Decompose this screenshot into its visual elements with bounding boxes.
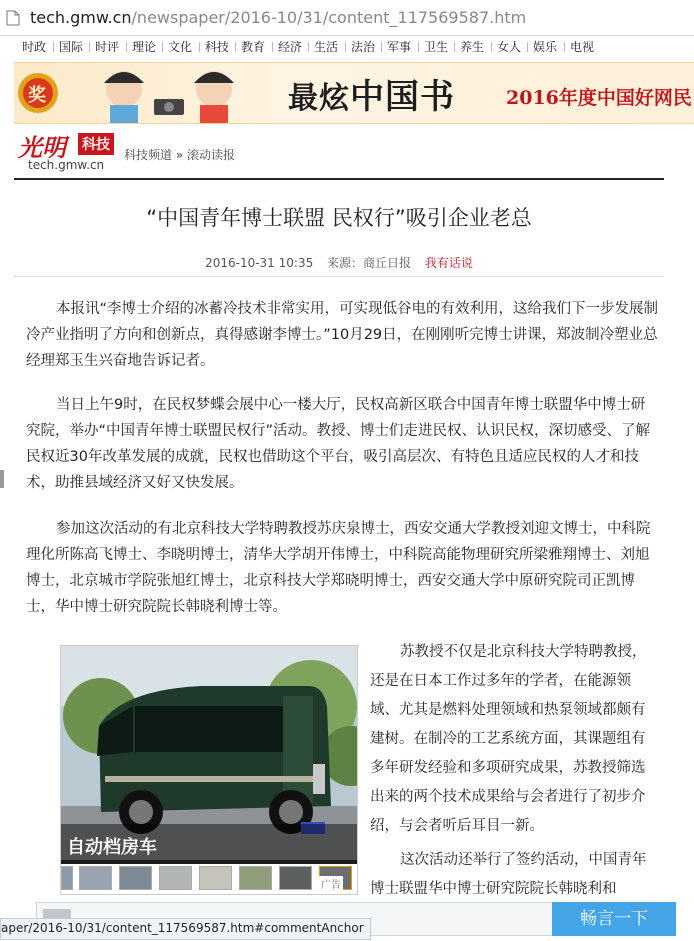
site-logo: 光明 <box>18 133 66 162</box>
promo-banner[interactable] <box>14 62 694 124</box>
banner-badge: 奖 <box>28 85 46 106</box>
nav-item[interactable]: 时政 <box>22 40 47 54</box>
ad-thumbnail-strip[interactable] <box>61 864 357 894</box>
ad-thumbnail[interactable] <box>279 866 312 890</box>
article-source: 来源：商丘日报 <box>327 256 412 270</box>
nav-separator <box>89 42 90 52</box>
nav-separator <box>235 42 236 52</box>
scroll-handle[interactable] <box>0 470 4 488</box>
nav-separator <box>418 42 419 52</box>
ad-label: 广告 <box>319 876 343 891</box>
page-icon <box>6 10 20 26</box>
ad-thumbnail[interactable] <box>119 866 152 890</box>
channel-badge: 科技 <box>78 133 114 155</box>
nav-separator <box>454 42 455 52</box>
nav-separator <box>199 42 200 52</box>
url-path: /newspaper/2016-10/31/content_117569587.htm <box>131 8 527 27</box>
nav-item[interactable]: 娱乐 <box>533 40 558 54</box>
ad-thumbnail[interactable] <box>239 866 272 890</box>
ad-caption: 自动档房车 <box>67 837 157 858</box>
nav-item[interactable]: 经济 <box>278 40 303 54</box>
breadcrumb-section-link[interactable]: 滚动读报 <box>187 148 236 162</box>
nav-item[interactable]: 文化 <box>168 40 193 54</box>
nav-separator <box>491 42 492 52</box>
comment-link[interactable]: 我有话说 <box>424 256 473 270</box>
article-paragraph-5: 这次活动还举行了签约活动，中国青年博士联盟华中博士研究院院长韩晓利和 <box>370 852 647 897</box>
comment-button[interactable]: 畅言一下 <box>552 902 676 936</box>
nav-separator <box>162 42 163 52</box>
breadcrumb-separator: » <box>175 148 184 162</box>
ad-thumbnail[interactable] <box>159 866 192 890</box>
breadcrumb-channel-link[interactable]: 科技频道 <box>124 148 173 162</box>
article-title: “中国青年博士联盟 民权行”吸引企业老总 <box>146 206 532 230</box>
meta-divider <box>14 276 664 277</box>
nav-separator <box>126 42 127 52</box>
nav-item[interactable]: 养生 <box>460 40 485 54</box>
nav-item[interactable]: 教育 <box>241 40 266 54</box>
nav-separator <box>381 42 382 52</box>
breadcrumb <box>124 146 235 163</box>
nav-separator <box>272 42 273 52</box>
article-paragraph-4: 苏教授不仅是北京科技大学特聘教授，还是在日本工作过多年的学者，在能源领域、尤其是燃料处理领域和热泵领域都颇有建树。在制冷的工艺系统方面，其课题组有多年研发经验和多项研究成果，苏教授筛选出来的两个技术成果给与会者进行了初步介绍，与会者听后耳目一新。 <box>370 644 647 834</box>
nav-item[interactable]: 女人 <box>497 40 522 54</box>
nav-separator <box>345 42 346 52</box>
nav-item[interactable]: 生活 <box>314 40 339 54</box>
article-paragraph-2: 当日上午9时，在民权梦蝶会展中心一楼大厅，民权高新区联合中国青年博士联盟华中博士研究院，举办“中国青年博士联盟民权行”活动。教授、博士们走进民权、认识民权，深切感受、了解民权近30年改革发展的成就，民权也借助这个平台，吸引高层次、有特色且适应民权的人才和技术，助推县域经济又好又快发展。 <box>26 397 651 491</box>
ad-thumbnail[interactable] <box>79 866 112 890</box>
nav-item[interactable]: 电视 <box>570 40 595 54</box>
banner-art <box>14 63 284 123</box>
nav-item[interactable]: 卫生 <box>424 40 449 54</box>
url-host: tech.gmw.cn <box>30 8 132 27</box>
url-text[interactable] <box>30 8 526 27</box>
nav-item[interactable]: 法治 <box>351 40 376 54</box>
nav-separator <box>308 42 309 52</box>
nav-item[interactable]: 理论 <box>132 40 157 54</box>
nav-separator <box>527 42 528 52</box>
nav-item[interactable]: 科技 <box>205 40 230 54</box>
ad-thumbnail[interactable] <box>61 866 73 890</box>
nav-item[interactable]: 时评 <box>95 40 120 54</box>
nav-separator <box>53 42 54 52</box>
nav-item[interactable]: 军事 <box>387 40 412 54</box>
article-paragraph-3: 参加这次活动的有北京科技大学特聘教授苏庆泉博士，西安交通大学教授刘迎文博士，中科院理化所陈高飞博士、李晓明博士，清华大学胡开伟博士，中科院高能物理研究所梁雅翔博士、刘旭博士，北京城市学院张旭红博士，北京科技大学郑晓明博士，西安交通大学中原研究院司正凯博士，华中博士研究院院长韩晓利博士等。 <box>26 521 651 615</box>
ad-thumbnail[interactable] <box>199 866 232 890</box>
address-bar[interactable] <box>0 0 694 36</box>
nav-separator <box>564 42 565 52</box>
banner-headline-a: 最炫 <box>288 81 350 116</box>
ad-box[interactable] <box>60 645 358 895</box>
header-divider <box>14 178 664 180</box>
banner-tagline: 2016年度中国好网民 <box>506 87 692 109</box>
nav-item[interactable]: 国际 <box>59 40 84 54</box>
ad-photo-rv <box>61 646 357 860</box>
article-paragraph-1: 本报讯“李博士介绍的冰蓄冷技术非常实用，可实现低谷电的有效利用，这给我们下一步发展制冷产业指明了方向和创新点，真得感谢李博士。”10月29日，在刚刚听完博士讲课，郑波制冷塑业总经理郑玉生兴奋地告诉记者。 <box>26 301 659 369</box>
article-datetime: 2016-10-31 10:35 <box>205 256 314 270</box>
status-bar-link-preview: aper/2016-10/31/content_117569587.htm#commentAnchor <box>0 918 371 940</box>
site-domain: tech.gmw.cn <box>28 158 105 172</box>
article-meta <box>14 254 664 271</box>
channel-nav <box>0 36 694 56</box>
banner-headline-b: 中国书 <box>350 77 455 117</box>
banner-headline <box>288 69 455 118</box>
